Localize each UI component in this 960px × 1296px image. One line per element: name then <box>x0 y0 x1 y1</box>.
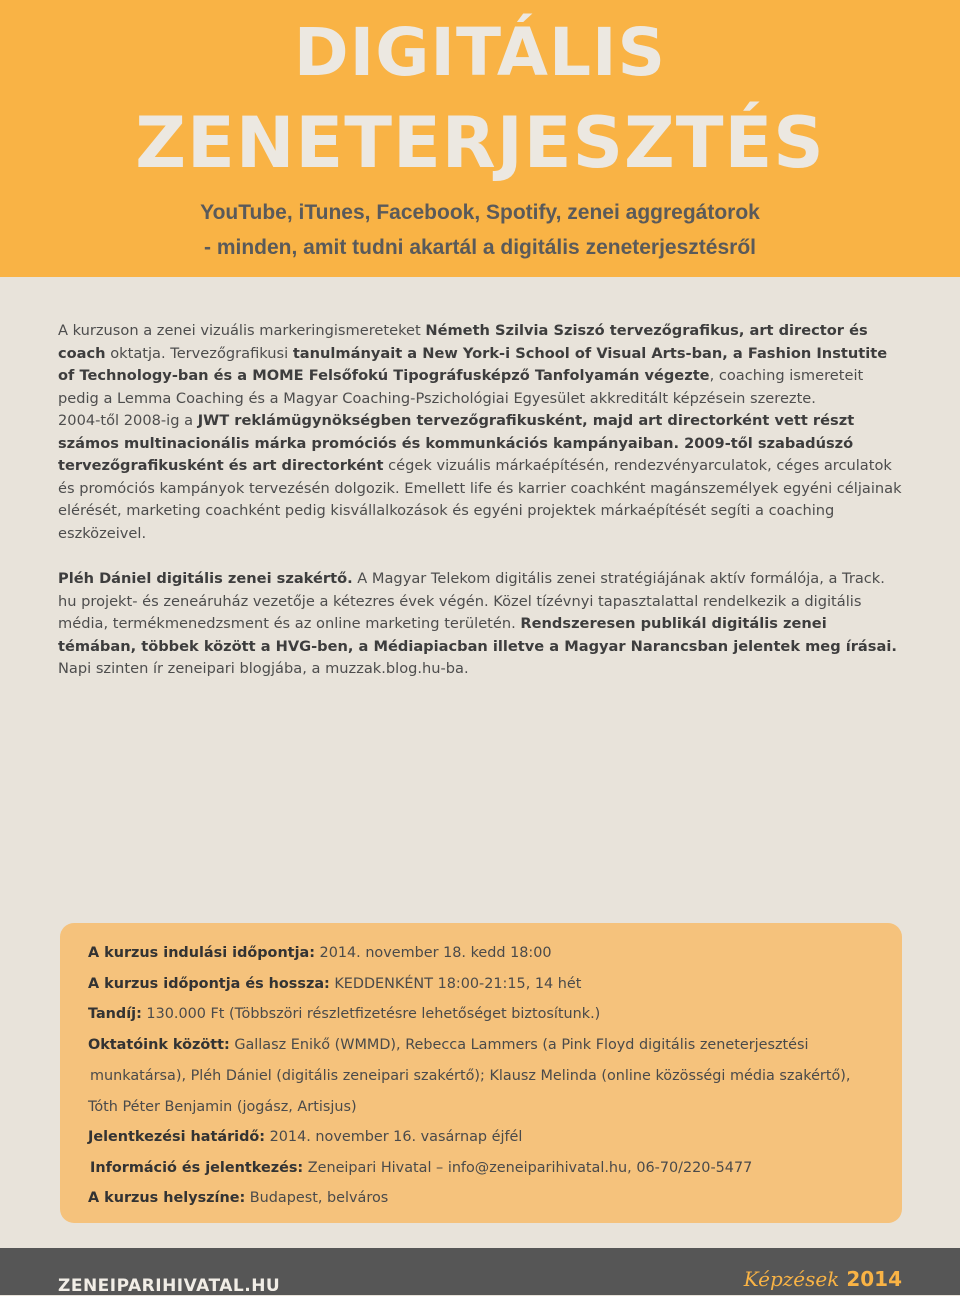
info-teachers-cont-2: Tóth Péter Benjamin (jogász, Artisjus) <box>88 1099 357 1115</box>
title-line-2: ZENETERJESZTÉS <box>135 102 825 184</box>
course-info-box <box>60 923 902 1223</box>
info-start: A kurzus indulási időpontja: 2014. november 18. kedd 18:00 <box>88 945 552 961</box>
footer-site-link[interactable]: ZENEIPARIHIVATAL.HU <box>58 1276 281 1296</box>
info-fee: Tandíj: 130.000 Ft (Többszöri részletfizetésre lehetőséget biztosítunk.) <box>88 1006 601 1022</box>
footer-bar <box>0 1248 960 1295</box>
instructor-bio-nemeth: A kurzuson a zenei vizuális markeringismereteket Németh Szilvia Sziszó tervezőgrafikus, art director és coach oktatja. Tervezőgrafikusi tanulmányait a New York-i School of Visual Arts-ban, a Fashion Instutite of Technology-ban és a MOME Felsőfokú Tipográfusképző Tanfolyamán végezte, coaching ismereteit pedig a Lemma Coaching és a Magyar Coaching-Pszichológiai Egyesület akkreditált képzésein szerezte. 2004-től 2008-ig a JWT reklámügynökségben tervezőgrafikusként, majd art directorként vett részt számos multinacionális márka promóciós és kommunkációs kampányaiban. 2009-től szabadúszó tervezőgrafikusként és art directorként cégek vizuális márkaépítésén, rendezvényarculatok, céges arculatok és promóciós kampányok tervezésén dolgozik. Emellett life és karrier coachként magánszemélyek egyéni céljainak elérését, marketing coachként pedig kisvállalkozások és egyéni projektek márkaépítését segíti a coaching eszközeivel. <box>58 322 902 542</box>
info-deadline: Jelentkezési határidő: 2014. november 16. vasárnap éjfél <box>88 1129 523 1145</box>
instructor-bio-pleh: Pléh Dániel digitális zenei szakértő. A Magyar Telekom digitális zenei stratégiájának aktív formálója, a Track. hu projekt- és zeneáruház vezetője a kétezres évek végén. Közel tízévnyi tapasztalattal rendelkezik a digitális média, termékmenedzsment és az online marketing területén. Rendszeresen publikál digitális zenei témában, többek között a HVG-ben, a Médiapiacban illetve a Magyar Narancsban jelentek meg írásai. Napi szinten ír zeneipari blogjába, a muzzak.blog.hu-ba. <box>58 570 897 677</box>
footer-brand: Képzések 2014 <box>743 1267 902 1291</box>
info-schedule: A kurzus időpontja és hossza: KEDDENKÉNT 18:00-21:15, 14 hét <box>88 976 582 992</box>
info-venue: A kurzus helyszíne: Budapest, belváros <box>88 1190 389 1206</box>
info-teachers: Oktatóink között: Gallasz Enikő (WMMD), Rebecca Lammers (a Pink Floyd digitális zeneterjesztési <box>88 1037 809 1053</box>
info-teachers-cont-1: munkatársa), Pléh Dániel (digitális zeneipari szakértő); Klausz Melinda (online közösségi média szakértő), <box>90 1068 851 1084</box>
subtitle-line-1: YouTube, iTunes, Facebook, Spotify, zenei aggregátorok <box>200 201 760 224</box>
info-contact: Információ és jelentkezés: Zeneipari Hivatal – info@zeneiparihivatal.hu, 06-70/220-5477 <box>90 1160 753 1176</box>
subtitle-line-2: - minden, amit tudni akartál a digitális zeneterjesztésről <box>204 236 756 259</box>
title-line-1: DIGITÁLIS <box>293 14 667 91</box>
header-banner <box>0 0 960 277</box>
